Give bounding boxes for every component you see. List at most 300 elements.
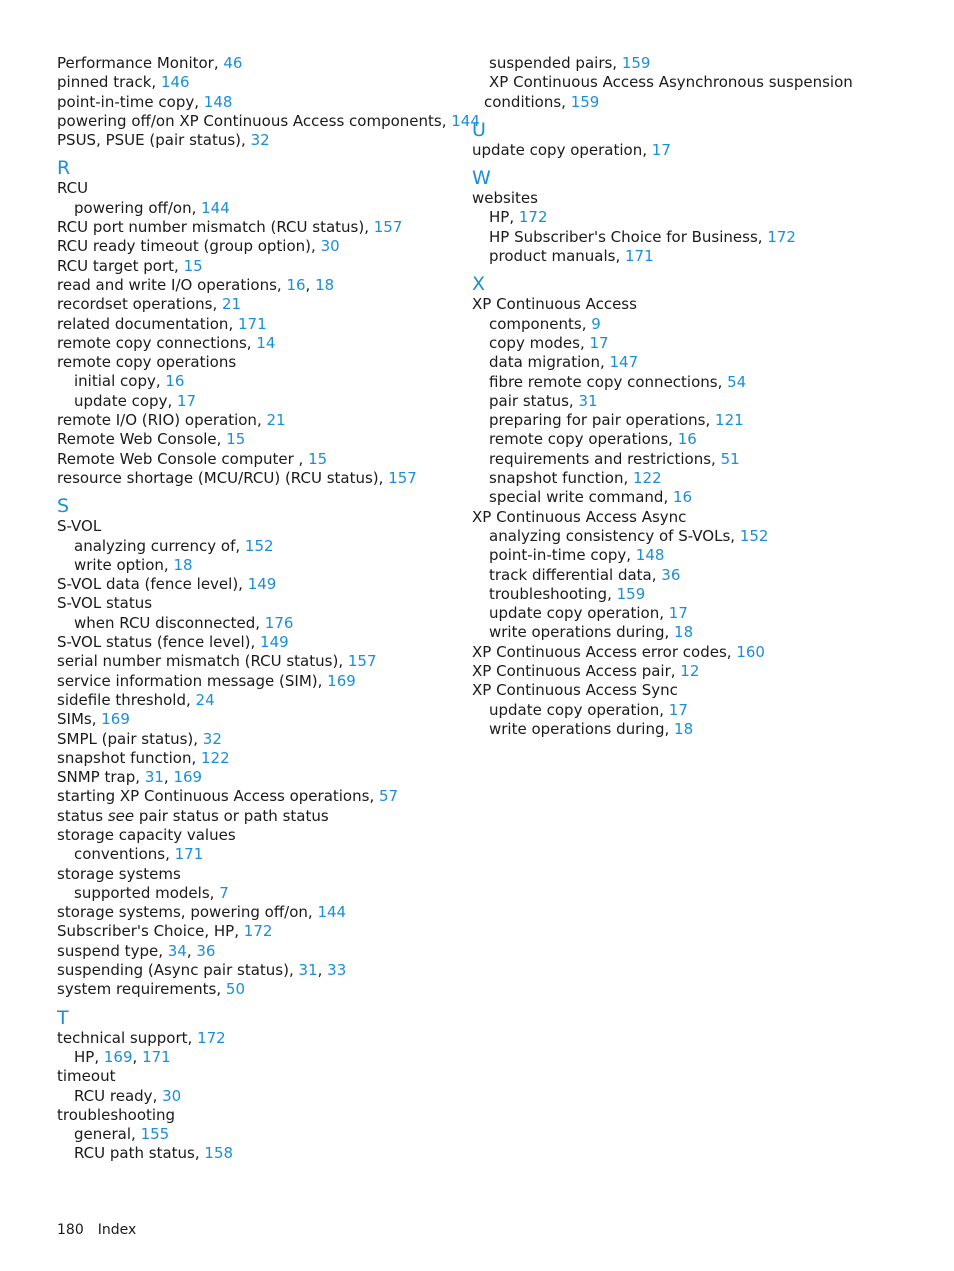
- index-entry: [472, 141, 912, 160]
- index-term: supported models: [74, 883, 210, 902]
- page-link[interactable]: 121: [715, 411, 744, 430]
- index-entry: [57, 749, 467, 768]
- index-term: troubleshooting: [489, 584, 608, 603]
- index-term: sidefile threshold: [57, 690, 186, 709]
- index-entry: [57, 1087, 467, 1106]
- index-entry: [472, 295, 912, 314]
- index-letter-t: T: [57, 1006, 69, 1029]
- index-term: product manuals: [489, 247, 616, 266]
- page-link[interactable]: 18: [173, 555, 193, 574]
- page-link[interactable]: 17: [177, 391, 197, 410]
- separator: ,: [612, 54, 622, 72]
- index-entry: [472, 585, 912, 604]
- index-term: Performance Monitor: [57, 54, 214, 72]
- index-entry: [472, 353, 912, 372]
- separator: ,: [509, 208, 519, 227]
- page-link[interactable]: 176: [264, 613, 294, 632]
- index-term: copy modes: [489, 333, 580, 352]
- page-link[interactable]: 18: [674, 719, 694, 738]
- page-link[interactable]: 15: [183, 256, 203, 275]
- separator: ,: [131, 1125, 141, 1144]
- separator: ,: [193, 729, 203, 748]
- index-term: RCU path status: [74, 1144, 195, 1163]
- index-term: analyzing consistency of S-VOLs: [489, 526, 731, 545]
- index-entry: [472, 93, 912, 112]
- index-entry: [57, 865, 467, 884]
- index-term: XP Continuous Access pair: [472, 662, 671, 681]
- page-link[interactable]: 50: [225, 980, 246, 999]
- separator: ,: [757, 227, 768, 246]
- index-entry: [472, 54, 912, 73]
- page-link[interactable]: 9: [591, 314, 601, 333]
- page-link[interactable]: 12: [680, 662, 700, 681]
- page-link[interactable]: 16: [165, 372, 185, 391]
- page-link[interactable]: 7: [219, 883, 229, 902]
- index-entry: [57, 353, 467, 372]
- separator: ,: [317, 961, 328, 980]
- index-term: starting XP Continuous Access operations: [57, 787, 370, 806]
- index-entry: [57, 1048, 467, 1067]
- index-term: pinned track: [57, 73, 152, 92]
- page-link[interactable]: 158: [204, 1144, 234, 1163]
- index-entry: [57, 903, 467, 922]
- separator: ,: [186, 690, 196, 709]
- separator: ,: [155, 372, 166, 391]
- index-term: snapshot function: [57, 748, 192, 767]
- page-link[interactable]: 30: [320, 237, 340, 256]
- index-term: suspend type: [57, 941, 159, 960]
- separator: ,: [158, 941, 168, 960]
- separator: ,: [668, 430, 678, 449]
- index-term: XP Continuous Access Asynchronous suspension: [489, 73, 853, 92]
- index-term: read and write I/O operations: [57, 275, 277, 294]
- index-entry: [57, 276, 467, 295]
- separator: ,: [441, 111, 452, 130]
- index-entry: [472, 208, 912, 227]
- separator: ,: [726, 642, 737, 661]
- separator: ,: [163, 555, 174, 574]
- separator: ,: [705, 411, 716, 430]
- index-entry: [472, 681, 912, 700]
- index-term: update copy operation: [472, 140, 643, 159]
- index-letter-s: S: [57, 495, 70, 518]
- index-term: Subscriber's Choice, HP: [57, 922, 235, 941]
- index-entry: [57, 807, 467, 826]
- separator: ,: [241, 131, 251, 150]
- page-link[interactable]: 122: [201, 748, 230, 767]
- index-term: RCU port number mismatch (RCU status): [57, 218, 365, 237]
- index-term: update copy operation: [489, 604, 660, 623]
- page-link[interactable]: 171: [174, 845, 204, 864]
- page-link[interactable]: 46: [223, 54, 243, 72]
- page-link[interactable]: 169: [103, 1047, 133, 1066]
- page-link[interactable]: 24: [195, 690, 215, 709]
- separator: ,: [250, 633, 261, 652]
- separator: ,: [651, 565, 662, 584]
- page-link[interactable]: 152: [739, 526, 769, 545]
- separator: ,: [311, 237, 321, 256]
- page-footer: [57, 1222, 136, 1238]
- index-term: conventions: [74, 845, 166, 864]
- separator: ,: [212, 295, 222, 314]
- page-link[interactable]: 172: [243, 922, 273, 941]
- index-letter-x: X: [472, 273, 486, 296]
- separator: ,: [568, 391, 579, 410]
- index-entry: [57, 315, 467, 334]
- index-entry: [57, 614, 467, 633]
- separator: ,: [191, 748, 202, 767]
- index-entry: [472, 469, 912, 488]
- index-term: general: [74, 1125, 132, 1144]
- index-term: related documentation: [57, 314, 229, 333]
- index-term: remote copy operations: [489, 430, 669, 449]
- separator: ,: [256, 411, 267, 430]
- index-entry: [57, 411, 467, 430]
- footer-section-title: Index: [97, 1222, 137, 1238]
- separator: ,: [298, 449, 309, 468]
- separator: ,: [579, 333, 590, 352]
- index-term: HP: [489, 208, 510, 227]
- page-link[interactable]: 16: [286, 275, 306, 294]
- index-term: recordset operations: [57, 295, 213, 314]
- index-term: S-VOL status: [57, 594, 153, 613]
- index-term: data migration: [489, 353, 600, 372]
- index-term: HP: [74, 1047, 95, 1066]
- index-term: update copy: [74, 391, 168, 410]
- separator: ,: [581, 314, 592, 333]
- index-term: status: [57, 806, 108, 825]
- index-term: when RCU disconnected: [74, 613, 256, 632]
- index-term: timeout: [57, 1067, 116, 1086]
- page-link[interactable]: 36: [196, 941, 216, 960]
- index-entry: [57, 652, 467, 671]
- separator: ,: [174, 256, 184, 275]
- index-entry: [57, 980, 467, 999]
- index-term: powering off/on: [74, 198, 192, 217]
- page-link[interactable]: 31: [578, 391, 598, 410]
- index-entry: [57, 131, 467, 150]
- separator: ,: [276, 275, 287, 294]
- page-link[interactable]: 149: [260, 633, 289, 652]
- page-link[interactable]: 122: [633, 469, 662, 488]
- index-entry: [57, 556, 467, 575]
- separator: ,: [132, 1047, 143, 1066]
- page-link[interactable]: 171: [237, 314, 267, 333]
- page-link[interactable]: 169: [101, 710, 130, 729]
- page-link[interactable]: 15: [226, 430, 246, 449]
- index-term: RCU ready timeout (group option): [57, 237, 312, 256]
- page-link[interactable]: 17: [651, 140, 671, 159]
- index-term: track differential data: [489, 565, 652, 584]
- index-entry: [472, 73, 912, 92]
- page-link[interactable]: 171: [142, 1047, 171, 1066]
- page-link[interactable]: 148: [203, 92, 233, 111]
- index-term: SIMs: [57, 710, 92, 729]
- separator: ,: [246, 333, 257, 352]
- separator: ,: [599, 353, 610, 372]
- page-link[interactable]: 157: [373, 218, 403, 237]
- page-link[interactable]: 169: [173, 768, 203, 787]
- separator: ,: [165, 845, 175, 864]
- separator: ,: [338, 652, 348, 671]
- index-term: preparing for pair operations: [489, 411, 706, 430]
- separator: ,: [711, 449, 721, 468]
- index-term: point-in-time copy: [489, 546, 627, 565]
- index-term: system requirements: [57, 980, 217, 999]
- page-link[interactable]: 146: [160, 73, 190, 92]
- page-link[interactable]: 144: [451, 111, 480, 130]
- index-entry: [472, 430, 912, 449]
- separator: ,: [94, 1047, 104, 1066]
- index-term: XP Continuous Access Async: [472, 507, 687, 526]
- separator: ,: [364, 218, 374, 237]
- separator: ,: [317, 671, 328, 690]
- separator: ,: [194, 92, 204, 111]
- separator: ,: [663, 488, 674, 507]
- index-entry: [57, 1067, 467, 1086]
- index-term: analyzing currency of: [74, 536, 236, 555]
- index-term: serial number mismatch (RCU status): [57, 652, 339, 671]
- page-link[interactable]: 159: [616, 584, 646, 603]
- index-term: SNMP trap: [57, 768, 136, 787]
- index-entry: [57, 884, 467, 903]
- page-link[interactable]: 36: [661, 565, 681, 584]
- index-term: S-VOL: [57, 517, 102, 536]
- index-term: components: [489, 314, 582, 333]
- separator: ,: [228, 314, 238, 333]
- index-term: storage systems: [57, 864, 181, 883]
- page-link[interactable]: 32: [250, 131, 270, 150]
- index-entry: [472, 701, 912, 720]
- index-term: RCU target port: [57, 256, 175, 275]
- separator: ,: [717, 372, 728, 391]
- index-entry: [57, 633, 467, 652]
- index-entry: [472, 508, 912, 527]
- page-link[interactable]: 169: [327, 671, 356, 690]
- page-link[interactable]: 18: [674, 623, 694, 642]
- index-column-right: [472, 54, 912, 739]
- index-term: storage systems, powering off/on: [57, 903, 308, 922]
- separator: ,: [234, 922, 244, 941]
- index-term: S-VOL data (fence level): [57, 575, 239, 594]
- separator: ,: [235, 536, 245, 555]
- page-link[interactable]: 144: [201, 198, 230, 217]
- page-link[interactable]: 51: [720, 449, 740, 468]
- index-entry: [472, 643, 912, 662]
- page-number: 180: [57, 1222, 84, 1238]
- index-term: write operations during: [489, 623, 665, 642]
- page-link[interactable]: 16: [677, 430, 697, 449]
- index-term: PSUS, PSUE (pair status): [57, 131, 242, 150]
- index-entry: [57, 672, 467, 691]
- index-entry: [57, 1144, 467, 1163]
- index-term: write operations during: [489, 719, 665, 738]
- separator: ,: [209, 883, 220, 902]
- page-link[interactable]: 16: [673, 488, 693, 507]
- index-entry: [472, 392, 912, 411]
- separator: ,: [659, 604, 669, 623]
- index-entry: [57, 179, 467, 198]
- separator: ,: [151, 73, 161, 92]
- page-link[interactable]: 160: [736, 642, 765, 661]
- index-entry: [57, 430, 467, 449]
- page-link[interactable]: 17: [668, 604, 688, 623]
- see-target: pair status or path status: [134, 806, 329, 825]
- index-entry: [472, 488, 912, 507]
- index-entry: [472, 189, 912, 208]
- page-link[interactable]: 152: [244, 536, 274, 555]
- separator: ,: [607, 584, 617, 603]
- page-link[interactable]: 34: [167, 941, 187, 960]
- index-column-left: [57, 54, 480, 1164]
- page-link[interactable]: 54: [727, 372, 747, 391]
- index-entry: [57, 942, 467, 961]
- separator: ,: [664, 623, 675, 642]
- separator: ,: [216, 430, 227, 449]
- index-entry: [472, 373, 912, 392]
- separator: ,: [561, 92, 571, 111]
- index-entry: [57, 93, 467, 112]
- index-entry: [57, 1125, 467, 1144]
- page-link[interactable]: 21: [222, 295, 242, 314]
- index-entry: [472, 546, 912, 565]
- page-link[interactable]: 18: [315, 275, 335, 294]
- page-link[interactable]: 17: [668, 700, 688, 719]
- index-entry: [472, 720, 912, 739]
- index-entry: [57, 237, 467, 256]
- separator: ,: [187, 1028, 198, 1047]
- separator: ,: [670, 662, 681, 681]
- separator: ,: [642, 140, 652, 159]
- index-entry: [57, 768, 467, 787]
- page-link[interactable]: 148: [635, 546, 665, 565]
- index-entry: [57, 710, 467, 729]
- separator: ,: [167, 391, 177, 410]
- index-entry: [57, 730, 467, 749]
- page-link[interactable]: 171: [625, 247, 654, 266]
- index-entry: [472, 527, 912, 546]
- index-term: RCU: [57, 179, 89, 198]
- page-link[interactable]: 30: [162, 1086, 182, 1105]
- separator: ,: [213, 54, 224, 72]
- page-link[interactable]: 157: [347, 652, 377, 671]
- index-term: websites: [472, 189, 538, 208]
- index-entry: [472, 411, 912, 430]
- index-entry: [57, 845, 467, 864]
- page-link[interactable]: 33: [327, 961, 347, 980]
- index-entry: [472, 228, 912, 247]
- index-term: SMPL (pair status): [57, 729, 194, 748]
- index-entry: [57, 73, 467, 92]
- index-entry: [57, 594, 467, 613]
- page-link[interactable]: 21: [266, 411, 286, 430]
- index-term: initial copy: [74, 372, 156, 391]
- index-entry: [472, 566, 912, 585]
- index-term: requirements and restrictions: [489, 449, 712, 468]
- index-entry: [57, 372, 467, 391]
- index-entry: [472, 662, 912, 681]
- separator: ,: [152, 1086, 163, 1105]
- separator: ,: [369, 787, 379, 806]
- index-entry: [57, 54, 467, 73]
- page-link[interactable]: 149: [247, 575, 277, 594]
- index-entry: [57, 517, 467, 536]
- page-link[interactable]: 172: [767, 227, 796, 246]
- index-term: HP Subscriber's Choice for Business: [489, 227, 758, 246]
- index-term: Remote Web Console: [57, 430, 217, 449]
- separator: ,: [191, 198, 202, 217]
- index-term: powering off/on XP Continuous Access components: [57, 111, 442, 130]
- index-term: resource shortage (MCU/RCU) (RCU status): [57, 468, 379, 487]
- separator: ,: [615, 247, 625, 266]
- index-term: write option: [74, 555, 164, 574]
- separator: ,: [307, 903, 318, 922]
- separator: ,: [623, 469, 634, 488]
- index-entry: [57, 922, 467, 941]
- page-link[interactable]: 15: [308, 449, 328, 468]
- page-link[interactable]: 17: [589, 333, 609, 352]
- separator: ,: [163, 768, 174, 787]
- index-entry: [57, 392, 467, 411]
- index-entry: [57, 450, 467, 469]
- index-term: fibre remote copy connections: [489, 372, 718, 391]
- index-entry: [57, 826, 467, 845]
- page-link[interactable]: 144: [317, 903, 347, 922]
- index-entry: [57, 787, 467, 806]
- index-letter-u: U: [472, 118, 486, 141]
- index-term: Remote Web Console computer: [57, 449, 299, 468]
- index-term: conditions: [484, 92, 562, 111]
- index-term: technical support: [57, 1028, 188, 1047]
- separator: ,: [730, 526, 740, 545]
- index-entry: [472, 450, 912, 469]
- page-link[interactable]: 159: [621, 54, 651, 72]
- index-term: troubleshooting: [57, 1105, 176, 1124]
- page-link[interactable]: 57: [378, 787, 399, 806]
- index-term: update copy operation: [489, 700, 660, 719]
- page-link[interactable]: 31: [298, 961, 318, 980]
- separator: ,: [288, 961, 299, 980]
- separator: ,: [238, 575, 248, 594]
- page-link[interactable]: 159: [570, 92, 600, 111]
- page-link[interactable]: 172: [518, 208, 548, 227]
- index-term: suspended pairs: [489, 54, 613, 72]
- index-entry: [472, 334, 912, 353]
- separator: ,: [255, 613, 265, 632]
- index-term: remote copy connections: [57, 333, 247, 352]
- page-link[interactable]: 32: [202, 729, 222, 748]
- index-term: XP Continuous Access Sync: [472, 681, 678, 700]
- page-link[interactable]: 157: [388, 468, 417, 487]
- index-entry: [472, 247, 912, 266]
- index-entry: [57, 218, 467, 237]
- index-entry: [57, 111, 480, 131]
- page-link[interactable]: 155: [140, 1125, 170, 1144]
- separator: ,: [378, 468, 389, 487]
- separator: ,: [659, 700, 669, 719]
- page-link[interactable]: 31: [144, 768, 164, 787]
- index-term: service information message (SIM): [57, 671, 318, 690]
- index-term: snapshot function: [489, 469, 624, 488]
- index-entry: [472, 604, 912, 623]
- page-link[interactable]: 172: [197, 1028, 226, 1047]
- page-link[interactable]: 14: [256, 333, 276, 352]
- index-entry: [57, 1029, 467, 1048]
- index-term: remote I/O (RIO) operation: [57, 411, 257, 430]
- index-entry: [57, 257, 467, 276]
- page-link[interactable]: 147: [609, 353, 639, 372]
- index-entry: [57, 537, 467, 556]
